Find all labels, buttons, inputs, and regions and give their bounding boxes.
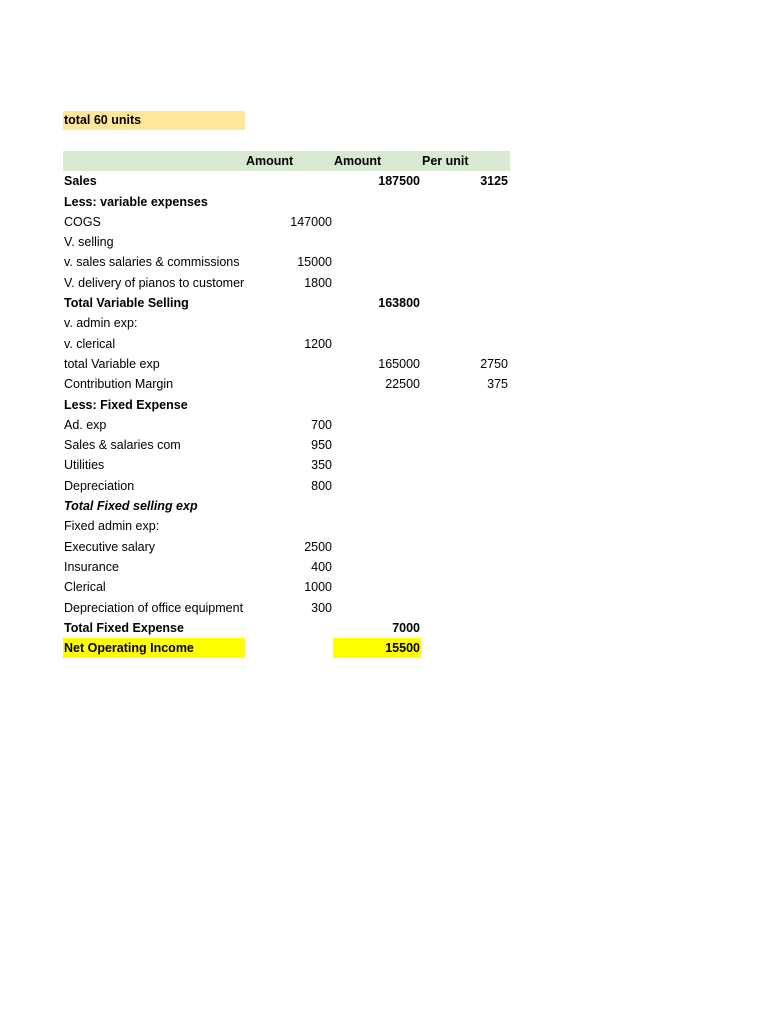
amount-2-cell[interactable] — [333, 334, 421, 354]
amount-2-cell[interactable] — [333, 395, 421, 415]
row-label-cell[interactable]: Total Fixed selling exp — [64, 499, 198, 514]
per-unit-cell[interactable] — [421, 273, 509, 293]
amount-1-cell[interactable]: 1800 — [304, 275, 332, 290]
table-row — [63, 395, 513, 415]
amount-2-cell[interactable] — [333, 537, 421, 557]
amount-1-cell[interactable]: 1000 — [304, 580, 332, 595]
row-label-cell[interactable]: Sales — [64, 174, 97, 189]
table-row — [63, 252, 513, 272]
amount-2-cell[interactable]: 187500 — [378, 174, 420, 189]
per-unit-cell[interactable] — [421, 252, 509, 272]
table-row — [63, 293, 513, 313]
row-label-cell[interactable]: Fixed admin exp: — [64, 519, 160, 534]
table-row — [63, 374, 513, 394]
units-note-cell[interactable]: total 60 units — [63, 111, 245, 130]
row-label-cell[interactable]: Insurance — [64, 559, 119, 574]
row-label-cell[interactable]: Sales & salaries com — [64, 438, 181, 453]
amount-1-cell[interactable]: 350 — [311, 458, 332, 473]
amount-1-cell[interactable] — [245, 171, 333, 191]
amount-1-cell[interactable]: 950 — [311, 438, 332, 453]
per-unit-cell[interactable] — [421, 435, 509, 455]
amount-1-cell[interactable] — [245, 618, 333, 638]
per-unit-cell[interactable] — [421, 232, 509, 252]
table-row — [63, 212, 513, 232]
amount-2-cell[interactable] — [333, 516, 421, 536]
row-label-cell[interactable]: Executive salary — [64, 539, 156, 554]
per-unit-cell[interactable] — [421, 313, 509, 333]
amount-2-cell[interactable] — [333, 313, 421, 333]
table-row — [63, 638, 513, 658]
header-label-cell[interactable] — [63, 151, 245, 171]
table-row — [63, 273, 513, 293]
row-label-cell[interactable]: V. delivery of pianos to customer — [64, 275, 245, 290]
spreadsheet — [63, 111, 513, 658]
per-unit-cell[interactable]: 2750 — [480, 356, 508, 371]
table-row — [63, 537, 513, 557]
amount-1-cell[interactable] — [245, 232, 333, 252]
amount-2-cell[interactable] — [333, 455, 421, 475]
amount-1-cell[interactable] — [245, 313, 333, 333]
table-row — [63, 435, 513, 455]
row-label-cell[interactable]: v. admin exp: — [64, 316, 138, 331]
per-unit-cell[interactable] — [421, 638, 509, 658]
amount-1-cell[interactable]: 800 — [311, 478, 332, 493]
amount-1-cell[interactable] — [245, 395, 333, 415]
amount-1-cell[interactable] — [245, 638, 333, 658]
income-statement-rows — [63, 171, 513, 658]
per-unit-cell[interactable] — [421, 577, 509, 597]
row-label-cell[interactable]: Utilities — [64, 458, 105, 473]
table-row — [63, 232, 513, 252]
per-unit-cell[interactable] — [421, 598, 509, 618]
row-label-cell[interactable]: Contribution Margin — [64, 377, 174, 392]
amount-2-cell[interactable] — [333, 435, 421, 455]
per-unit-cell[interactable] — [421, 476, 509, 496]
amount-1-cell[interactable] — [245, 354, 333, 374]
amount-2-cell[interactable] — [333, 476, 421, 496]
per-unit-cell[interactable] — [421, 557, 509, 577]
table-row — [63, 598, 513, 618]
amount-2-cell[interactable] — [333, 598, 421, 618]
per-unit-cell[interactable] — [421, 618, 509, 638]
per-unit-cell[interactable] — [421, 192, 509, 212]
row-label-cell[interactable]: Clerical — [64, 580, 106, 595]
header-amount-1[interactable]: Amount — [246, 154, 294, 168]
per-unit-cell[interactable] — [421, 293, 509, 313]
amount-2-cell[interactable] — [333, 232, 421, 252]
header-per-unit[interactable]: Per unit — [422, 154, 469, 168]
amount-1-cell[interactable] — [245, 374, 333, 394]
row-label-cell[interactable]: Total Variable Selling — [64, 296, 189, 311]
row-label-cell[interactable]: Less: variable expenses — [64, 194, 208, 209]
amount-1-cell[interactable]: 700 — [311, 417, 332, 432]
table-row — [63, 577, 513, 597]
amount-2-cell[interactable]: 15500 — [333, 638, 421, 658]
row-label-cell[interactable]: Total Fixed Expense — [64, 620, 184, 635]
amount-2-cell[interactable] — [333, 577, 421, 597]
amount-2-cell[interactable]: 165000 — [378, 356, 420, 371]
per-unit-cell[interactable] — [421, 496, 509, 516]
amount-2-cell[interactable]: 7000 — [392, 620, 420, 635]
row-label-cell[interactable]: Less: Fixed Expense — [64, 397, 188, 412]
table-row — [63, 557, 513, 577]
table-row — [63, 354, 513, 374]
row-label-cell[interactable]: total Variable exp — [64, 356, 160, 371]
column-header-row — [63, 151, 510, 171]
amount-2-cell[interactable] — [333, 252, 421, 272]
amount-2-cell[interactable] — [333, 496, 421, 516]
table-row — [63, 516, 513, 536]
amount-2-cell[interactable] — [333, 273, 421, 293]
amount-1-cell[interactable] — [245, 496, 333, 516]
row-label-cell[interactable]: Ad. exp — [64, 417, 107, 432]
per-unit-cell[interactable] — [421, 334, 509, 354]
amount-1-cell[interactable]: 2500 — [304, 539, 332, 554]
table-row — [63, 334, 513, 354]
amount-1-cell[interactable]: 1200 — [304, 336, 332, 351]
per-unit-cell[interactable] — [421, 516, 509, 536]
amount-1-cell[interactable]: 147000 — [290, 214, 332, 229]
amount-1-cell[interactable] — [245, 516, 333, 536]
header-amount-2[interactable]: Amount — [334, 154, 382, 168]
spacer-row — [63, 130, 513, 151]
per-unit-cell[interactable]: 375 — [487, 377, 508, 392]
per-unit-cell[interactable] — [421, 395, 509, 415]
amount-2-cell[interactable] — [333, 557, 421, 577]
table-row — [63, 192, 513, 212]
table-row — [63, 415, 513, 435]
amount-1-cell[interactable]: 300 — [311, 600, 332, 615]
row-label-cell[interactable]: Net Operating Income — [63, 638, 245, 658]
row-label-cell[interactable]: COGS — [64, 214, 101, 229]
amount-1-cell[interactable]: 400 — [311, 559, 332, 574]
amount-2-cell[interactable] — [333, 415, 421, 435]
table-row — [63, 496, 513, 516]
amount-1-cell[interactable] — [245, 293, 333, 313]
amount-2-cell[interactable]: 22500 — [385, 377, 420, 392]
per-unit-cell[interactable]: 3125 — [480, 174, 508, 189]
row-label-cell[interactable]: Depreciation — [64, 478, 135, 493]
table-row — [63, 618, 513, 638]
per-unit-cell[interactable] — [421, 212, 509, 232]
per-unit-cell[interactable] — [421, 537, 509, 557]
table-row — [63, 313, 513, 333]
amount-2-cell[interactable] — [333, 192, 421, 212]
row-label-cell[interactable]: v. sales salaries & commissions — [64, 255, 240, 270]
row-label-cell[interactable]: v. clerical — [64, 336, 116, 351]
per-unit-cell[interactable] — [421, 455, 509, 475]
amount-2-cell[interactable]: 163800 — [378, 296, 420, 311]
table-row — [63, 171, 513, 191]
row-label-cell[interactable]: V. selling — [64, 235, 114, 250]
table-row — [63, 476, 513, 496]
amount-1-cell[interactable] — [245, 192, 333, 212]
per-unit-cell[interactable] — [421, 415, 509, 435]
amount-1-cell[interactable]: 15000 — [297, 255, 332, 270]
table-row — [63, 455, 513, 475]
row-label-cell[interactable]: Depreciation of office equipment — [64, 600, 244, 615]
amount-2-cell[interactable] — [333, 212, 421, 232]
